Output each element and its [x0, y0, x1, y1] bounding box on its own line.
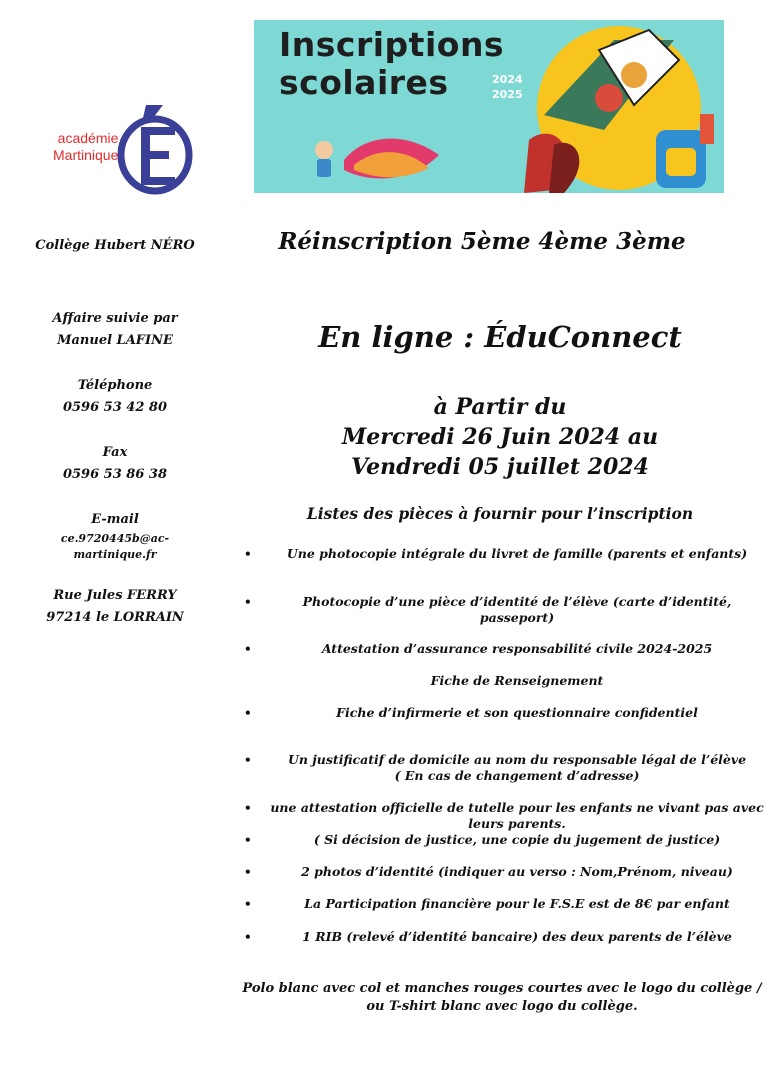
list-item	[240, 752, 768, 768]
logo-text	[53, 130, 118, 164]
followed-label: Affaire suivie par	[52, 311, 178, 326]
logo-line-martinique: Martinique	[53, 147, 119, 163]
followed-name: Manuel LAFINE	[57, 333, 173, 348]
bullet: •	[244, 930, 252, 944]
list-item-text: une attestation officielle de tutelle pour les enfants ne vivant pas avec leurs parents.	[270, 800, 764, 831]
bullet: •	[244, 801, 252, 815]
phone-value: 0596 53 42 80	[62, 400, 168, 415]
list-item-text: Un justificatif de domicile au nom du responsable légal de l’élève	[287, 752, 747, 767]
list-item	[240, 929, 768, 945]
list-item-text: Une photocopie intégrale du livret de famille (parents et enfants)	[286, 546, 748, 561]
email-line2: martinique.fr	[73, 548, 157, 561]
list-item-text: 1 RIB (relevé d’identité bancaire) des deux parents de l’élève	[302, 929, 732, 944]
contact-fax	[10, 442, 220, 486]
email-value[interactable]	[10, 531, 220, 563]
banner-title-line2: scolaires	[279, 63, 449, 102]
date-range	[280, 392, 720, 482]
list-item-text: Photocopie d’une pièce d’identité de l’élève (carte d’identité, passeport)	[302, 594, 732, 625]
contact-email	[10, 509, 220, 563]
bullet: •	[244, 642, 252, 656]
date-line-end: Vendredi 05 juillet 2024	[351, 454, 649, 480]
list-item	[240, 832, 768, 848]
banner-year-start: 2024	[492, 73, 523, 86]
inscriptions-banner	[254, 20, 724, 193]
email-label: E-mail	[91, 512, 139, 527]
list-item	[240, 705, 768, 721]
list-item	[240, 896, 768, 912]
academie-martinique-logo	[45, 103, 195, 198]
list-item	[240, 641, 768, 657]
list-item-text: Fiche de Renseignement	[430, 673, 604, 688]
dress-code-note: Polo blanc avec col et manches rouges courtes avec le logo du collège / ou T-shirt blanc avec logo du collège.	[242, 981, 762, 1014]
list-item-text: ( Si décision de justice, une copie du jugement de justice)	[313, 832, 721, 847]
address-line1: Rue Jules FERRY	[53, 588, 177, 603]
fax-value: 0596 53 86 38	[62, 467, 168, 482]
list-item-text: Fiche d’infirmerie et son questionnaire confidentiel	[336, 705, 698, 720]
banner-year-end: 2025	[492, 88, 523, 101]
email-line1: ce.9720445b@ac-	[60, 532, 170, 545]
contact-phone	[10, 375, 220, 419]
bullet: •	[244, 595, 252, 609]
contact-followed	[10, 308, 220, 352]
school-name: Collège Hubert NÉRO	[35, 238, 195, 253]
list-item	[240, 673, 768, 689]
date-line-start-label: à Partir du	[433, 394, 567, 420]
logo-line-academie: académie	[57, 130, 119, 146]
list-item	[240, 864, 768, 880]
banner-years	[492, 72, 523, 102]
bullet: •	[244, 833, 252, 847]
documents-list-title: Listes des pièces à fournir pour l’inscription	[306, 504, 694, 523]
contact-address	[10, 585, 220, 629]
address-line2: 97214 le LORRAIN	[46, 610, 184, 625]
date-line-start: Mercredi 26 Juin 2024 au	[341, 424, 659, 450]
list-item-text: Attestation d’assurance responsabilité civile 2024-2025	[321, 641, 713, 656]
bullet: •	[244, 753, 252, 767]
list-item	[240, 546, 768, 562]
list-item	[240, 800, 768, 832]
reinscription-heading: Réinscription 5ème 4ème 3ème	[278, 228, 686, 255]
list-item	[240, 594, 768, 626]
bullet: •	[244, 865, 252, 879]
list-item-text: La Participation financière pour le F.S.E est de 8€ par enfant	[304, 896, 730, 911]
phone-label: Téléphone	[77, 378, 153, 393]
list-item-text: 2 photos d’identité (indiquer au verso : Nom,Prénom, niveau)	[301, 864, 733, 879]
banner-title-line1: Inscriptions	[279, 25, 505, 64]
list-item	[240, 768, 768, 784]
bullet: •	[244, 897, 252, 911]
banner-title	[279, 26, 504, 102]
bullet: •	[244, 706, 252, 720]
list-item-text: ( En cas de changement d’adresse)	[394, 768, 640, 783]
fax-label: Fax	[102, 445, 128, 460]
bullet: •	[244, 547, 252, 561]
online-educonnect-heading: En ligne : ÉduConnect	[318, 320, 682, 354]
